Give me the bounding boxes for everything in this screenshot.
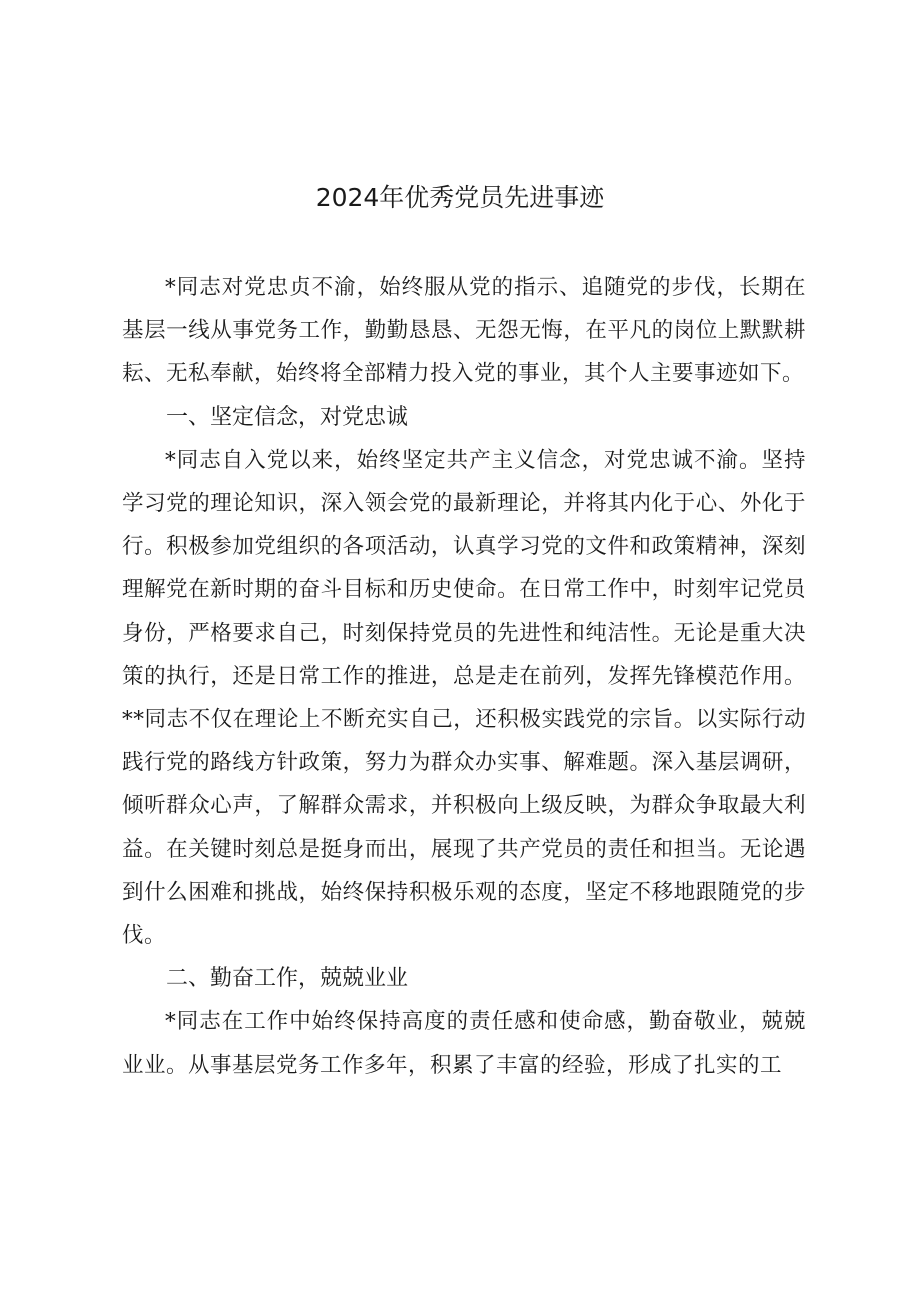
- section-paragraph-2: *同志在工作中始终保持高度的责任感和使命感，勤奋敬业，兢兢业业。从事基层党务工作多年，积累了丰富的经验，形成了扎实的工: [122, 1009, 806, 1078]
- section-heading-1: 一、坚定信念，对党忠诚: [166, 404, 409, 430]
- intro-paragraph: *同志对党忠贞不渝，始终服从党的指示、追随党的步伐，长期在基层一线从事党务工作，勤勤恳恳、无怨无悔，在平凡的岗位上默默耕耘、无私奉献，始终将全部精力投入党的事业，其个人主要事迹如下。: [122, 275, 806, 387]
- section-paragraph-1: *同志自入党以来，始终坚定共产主义信念，对党忠诚不渝。坚持学习党的理论知识，深入领会党的最新理论，并将其内化于心、外化于行。积极参加党组织的各项活动，认真学习党的文件和政策精神，深刻理解党在新时期的奋斗目标和历史使命。在日常工作中，时刻牢记党员身份，严格要求自己，时刻保持党员的先进性和纯洁性。无论是重大决策的执行，还是日常工作的推进，总是走在前列，发挥先锋模范作用。**同志不仅在理论上不断充实自己，还积极实践党的宗旨。以实际行动践行党的路线方针政策，努力为群众办实事、解难题。深入基层调研，倾听群众心声，了解群众需求，并积极向上级反映，为群众争取最大利益。在关键时刻总是挺身而出，展现了共产党员的责任和担当。无论遇到什么困难和挑战，始终保持积极乐观的态度，坚定不移地跟随党的步伐。: [122, 447, 806, 949]
- section-heading-2: 二、勤奋工作，兢兢业业: [166, 966, 409, 992]
- document-body: [122, 266, 806, 1087]
- document-title: 2024年优秀党员先进事迹: [315, 183, 605, 212]
